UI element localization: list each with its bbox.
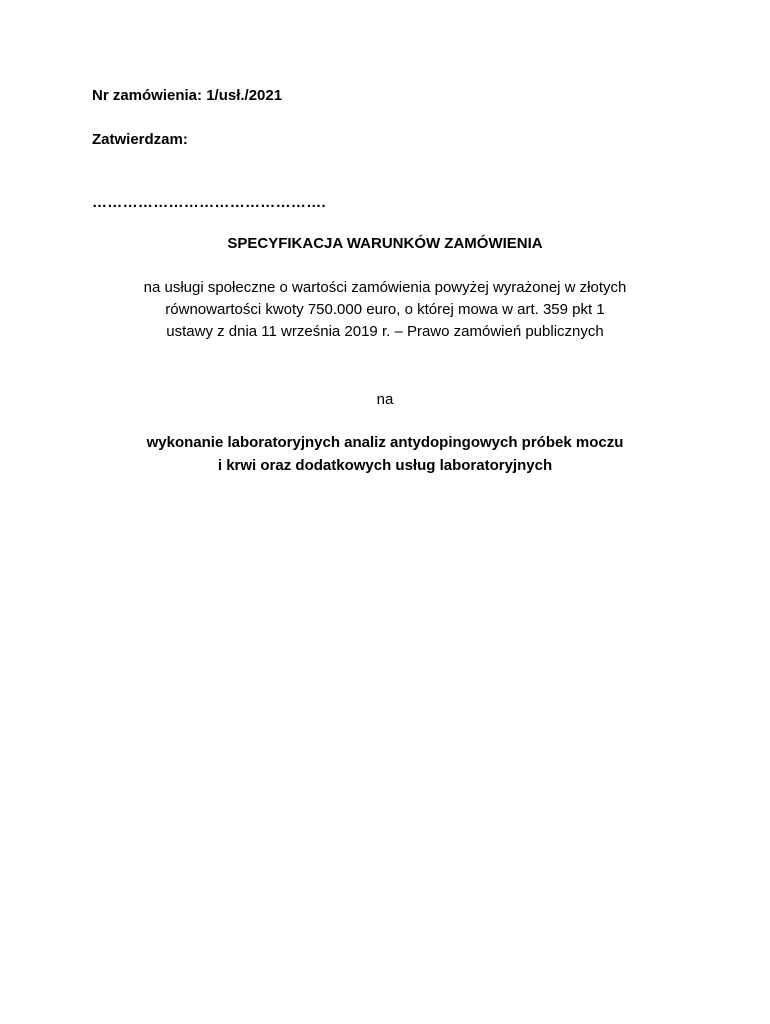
- order-number: [92, 86, 282, 105]
- approval-label: Zatwierdzam:: [92, 131, 188, 148]
- signature-line: ……………………………………….: [92, 194, 326, 211]
- document-title: SPECYFIKACJA WARUNKÓW ZAMÓWIENIA: [227, 235, 543, 252]
- intro-line: na usługi społeczne o wartości zamówienia powyżej wyrażonej w złotych: [143, 279, 627, 296]
- intro-line: równowartości kwoty 750.000 euro, o której mowa w art. 359 pkt 1: [165, 301, 605, 318]
- intro-paragraph: [60, 277, 710, 343]
- intro-line: ustawy z dnia 11 września 2019 r. – Prawo zamówień publicznych: [166, 323, 604, 340]
- subject-paragraph: [60, 431, 710, 477]
- order-number-value: : 1/usł./2021: [197, 87, 283, 104]
- order-number-label: Nr zamówienia: [92, 87, 198, 104]
- subject-line: wykonanie laboratoryjnych analiz antydopingowych próbek moczu: [146, 434, 624, 451]
- connector-text: na: [376, 391, 394, 408]
- subject-line: i krwi oraz dodatkowych usług laboratoryjnych: [217, 457, 553, 474]
